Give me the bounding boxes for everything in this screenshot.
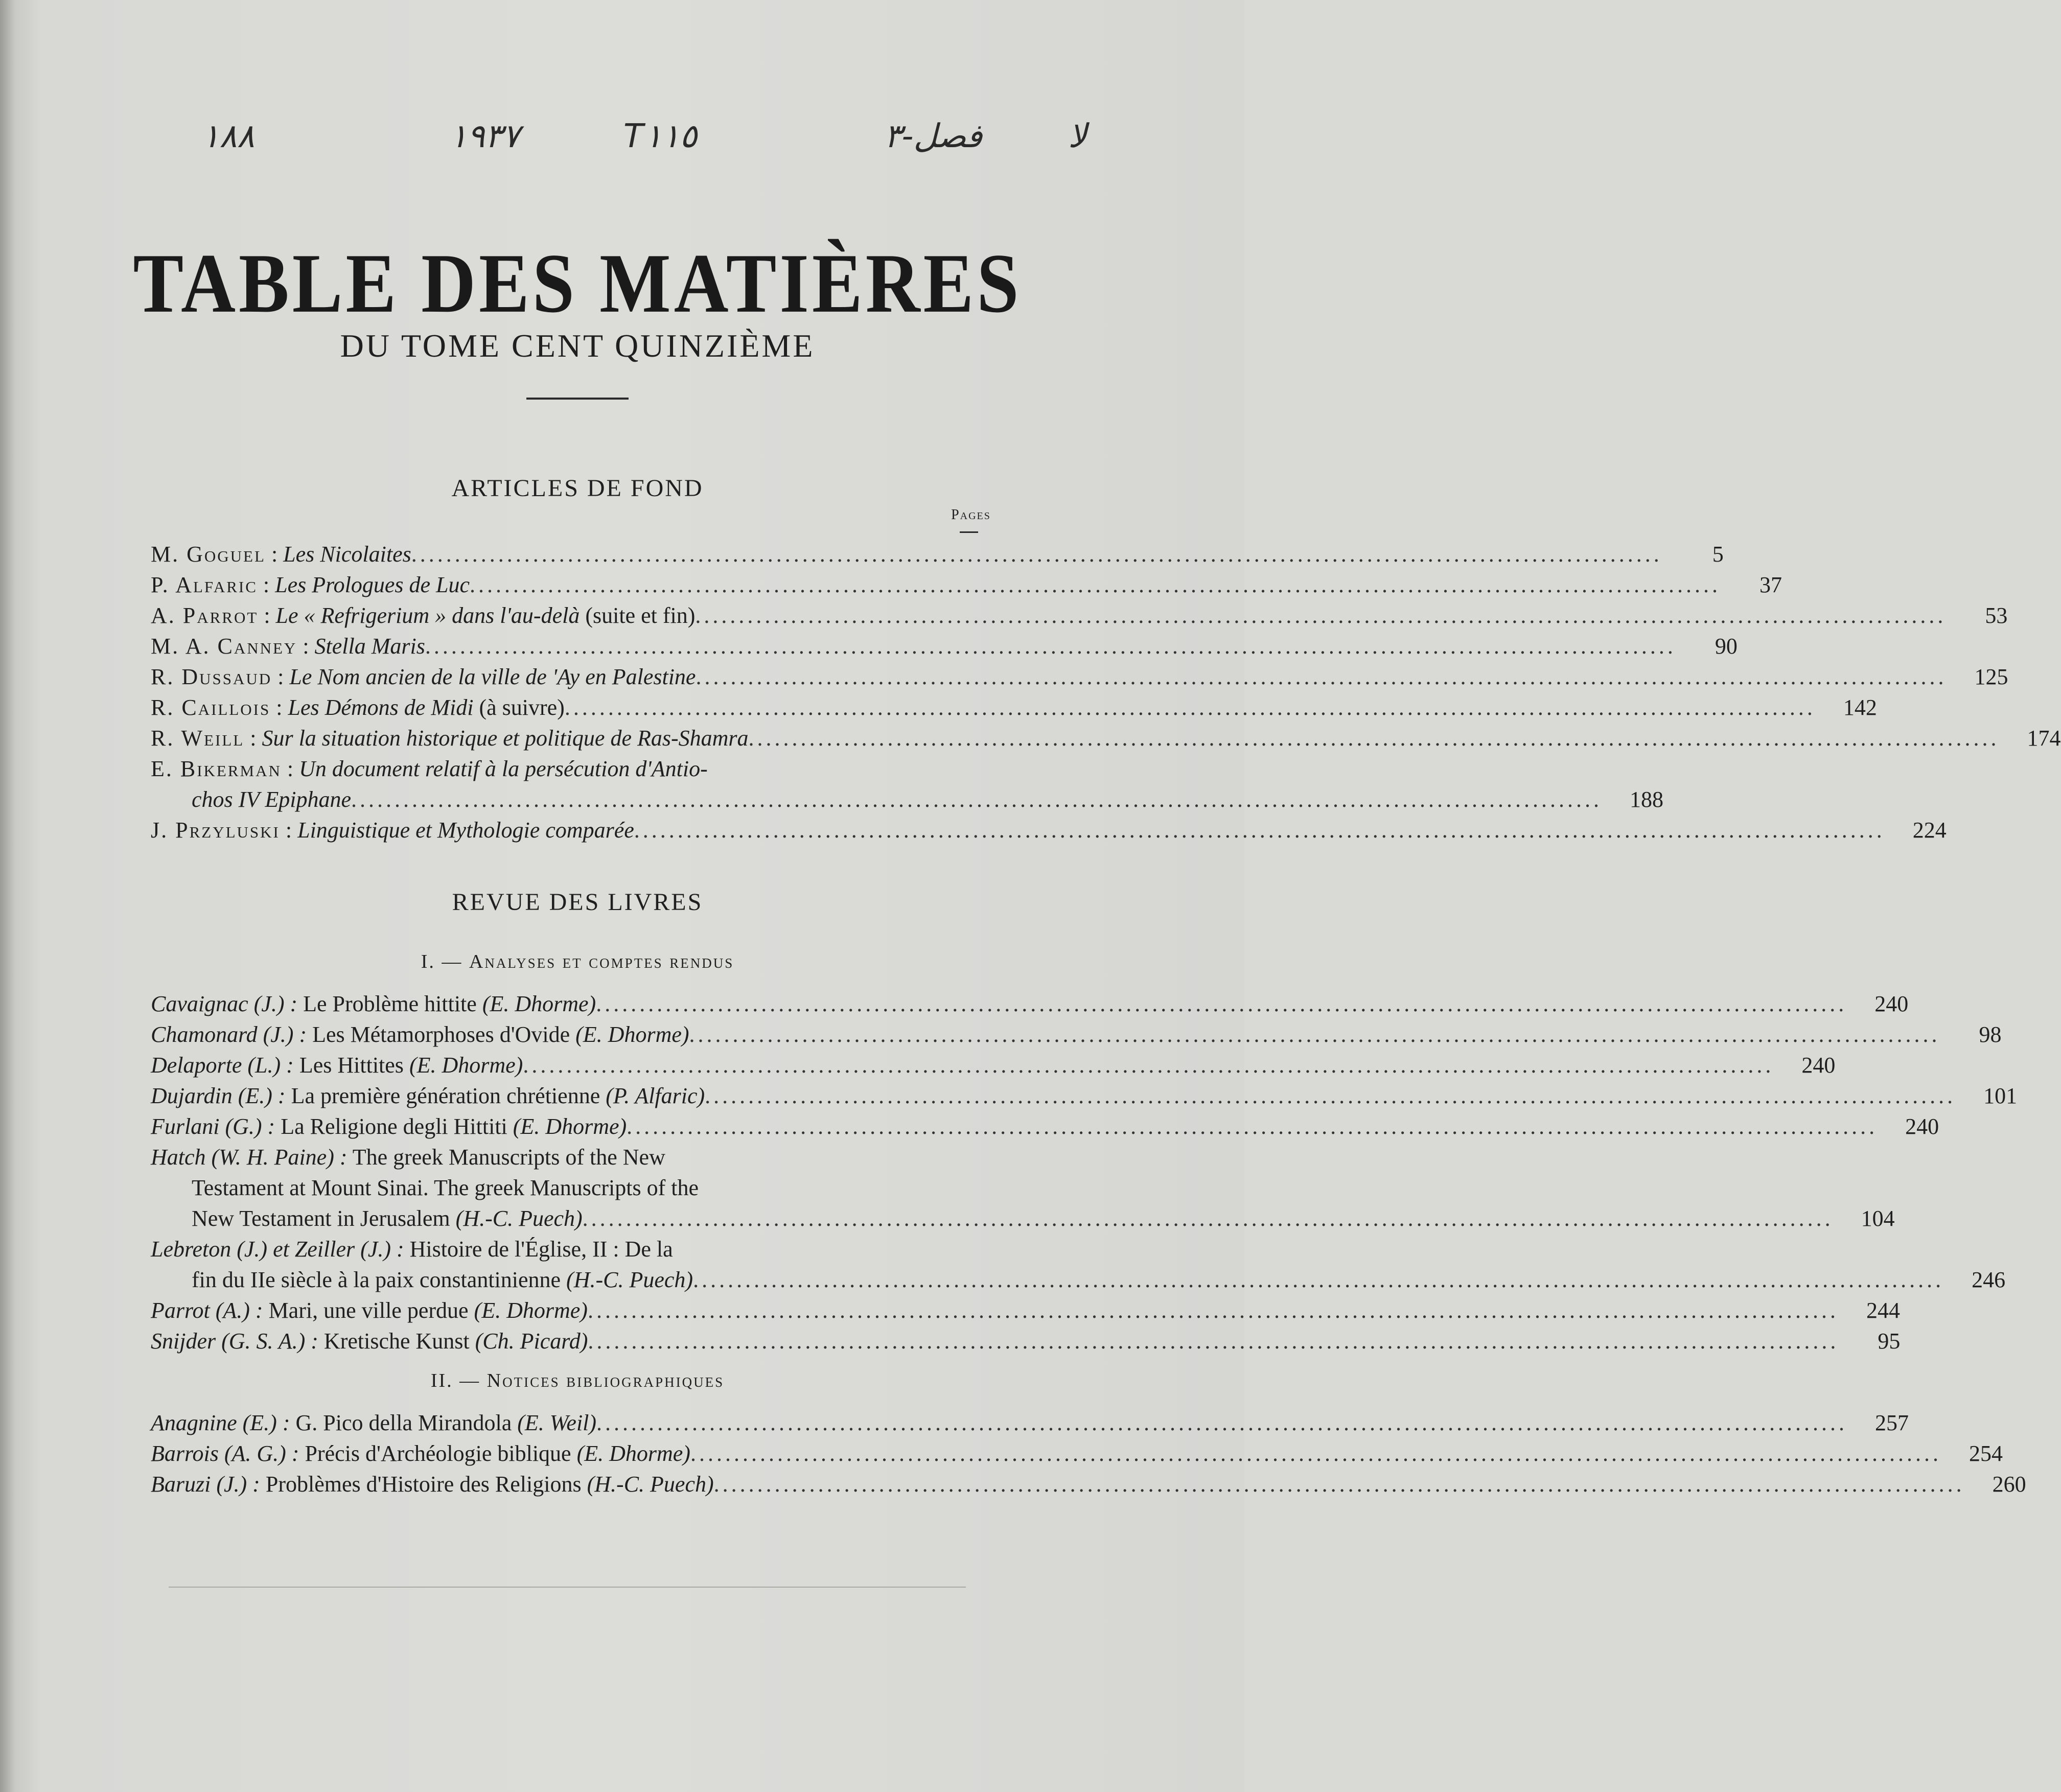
notice-entry: Barrois (A. G.) : Précis d'Archéologie biblique (E. Dhorme) ..... 254 bbox=[151, 1438, 999, 1469]
review-entry: Cavaignac (J.) : Le Problème hittite (E. Dhorme) ..... 240 bbox=[151, 989, 999, 1019]
toc-entry: P. Alfaric : Les Prologues de Luc ..... 37 bbox=[151, 570, 999, 600]
part2-heading: II. — Notices bibliographiques bbox=[430, 1370, 725, 1391]
review-entry: Snijder (G. S. A.) : Kretische Kunst (Ch. Picard) ..... 95 bbox=[151, 1326, 999, 1357]
review-entry: Furlani (G.) : La Religione degli Hittiti (E. Dhorme) ..... 240 bbox=[151, 1111, 999, 1142]
notices-list bbox=[151, 1408, 2026, 1500]
toc-entry: M. A. Canney : Stella Maris ..... 90 bbox=[151, 631, 999, 662]
review-entry: Dujardin (E.) : La première génération chrétienne (P. Alfaric) ..... 101 bbox=[151, 1081, 999, 1111]
handnote-2: ١٩٣٧ bbox=[450, 118, 520, 155]
page-subtitle: DU TOME CENT QUINZIÈME bbox=[340, 328, 815, 364]
revue-heading: REVUE DES LIVRES bbox=[452, 889, 703, 916]
articles-list bbox=[151, 539, 2061, 846]
articles-heading: ARTICLES DE FOND bbox=[451, 475, 704, 502]
notice-entry: Anagnine (E.) : G. Pico della Mirandola (E. Weil) ..... 257 bbox=[151, 1408, 999, 1438]
review-entry: Lebreton (J.) et Zeiller (J.) : Histoire de l'Église, II : De la fin du IIe siècle à la paix constantinienne (H.-C. Puech) ..... 246 bbox=[151, 1234, 999, 1295]
part1-heading: I. — Analyses et comptes rendus bbox=[421, 951, 734, 972]
toc-entry: A. Parrot : Le « Refrigerium » dans l'au-delà (suite et fin) ..... 53 bbox=[151, 600, 999, 631]
handnote-1: ١٨٨ bbox=[202, 118, 255, 155]
review-entry: Delaporte (L.) : Les Hittites (E. Dhorme) ..... 240 bbox=[151, 1050, 999, 1081]
footer-rule bbox=[169, 1587, 966, 1588]
handnote-5: لا bbox=[1068, 118, 1087, 155]
notice-entry: Baruzi (J.) : Problèmes d'Histoire des Religions (H.-C. Puech) ..... 260 bbox=[151, 1469, 999, 1500]
review-entry: Chamonard (J.) : Les Métamorphoses d'Ovide (E. Dhorme) ..... 98 bbox=[151, 1019, 999, 1050]
pages-dash bbox=[960, 531, 978, 533]
handwritten-notes bbox=[0, 118, 1244, 169]
handnote-3: T١١٥ bbox=[623, 118, 698, 155]
toc-entry: R. Caillois : Les Démons de Midi (à suivre) ..... 142 bbox=[151, 692, 999, 723]
toc-entry: R. Dussaud : Le Nom ancien de la ville de 'Ay en Palestine ..... 125 bbox=[151, 662, 999, 692]
review-entry: Parrot (A.) : Mari, une ville perdue (E. Dhorme) ..... 244 bbox=[151, 1295, 999, 1326]
toc-entry: J. Przyluski : Linguistique et Mythologie comparée ..... 224 bbox=[151, 815, 999, 846]
handnote-4: فصل-٣ bbox=[884, 118, 983, 155]
toc-entry: R. Weill : Sur la situation historique et politique de Ras-Shamra ..... 174 bbox=[151, 723, 999, 754]
review-entry: Hatch (W. H. Paine) : The greek Manuscripts of the New Testament at Mount Sinai. The greek Manuscripts of the New Testament in Jerusalem (H.-C. Puech) ..... 104 bbox=[151, 1142, 999, 1234]
toc-entry: M. Goguel : Les Nicolaites ..... 5 bbox=[151, 539, 999, 570]
reviews-list bbox=[151, 989, 2018, 1357]
title-rule bbox=[526, 398, 629, 400]
page-title: TABLE DES MATIÈRES bbox=[133, 237, 1022, 331]
pages-label: Pages bbox=[951, 507, 991, 523]
toc-entry: E. Bikerman : Un document relatif à la persécution d'Antio- chos IV Epiphane ..... 188 bbox=[151, 754, 999, 815]
